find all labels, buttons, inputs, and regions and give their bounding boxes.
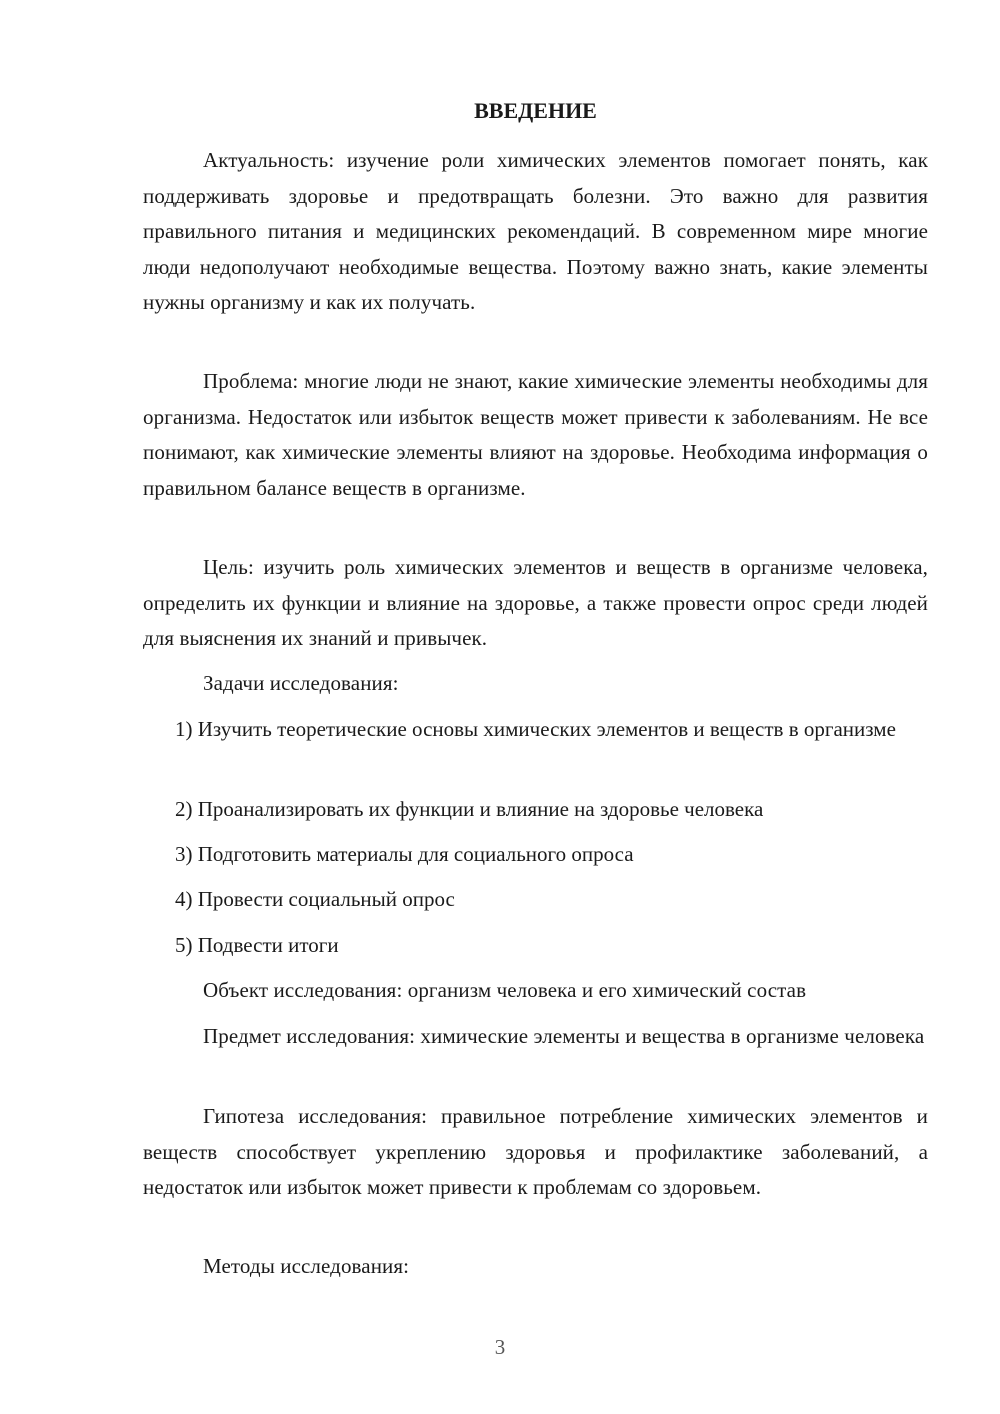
page-number: 3 — [494, 1335, 506, 1359]
hypothesis-paragraph: Гипотеза исследования: правильное потребление химических элементов и веществ способствует укреплению здоровья и профилактике заболеваний, а недостаток или избыток может привести к проблемам со здоровьем. — [143, 1104, 928, 1199]
task-item-5: 5) Подвести итоги — [175, 933, 339, 957]
relevance-paragraph: Актуальность: изучение роли химических элементов помогает понять, как поддерживать здоровье и предотвращать болезни. Это важно для развития правильного питания и медицинских рекомендаций. В современном мире многие люди недополучают необходимые вещества. Поэтому важно знать, какие элементы нужны организму и как их получать. — [143, 148, 928, 314]
section-heading: ВВЕДЕНИЕ — [474, 98, 597, 123]
goal-paragraph: Цель: изучить роль химических элементов и веществ в организме человека, определить их функции и влияние на здоровье, а также провести опрос среди людей для выяснения их знаний и привычек. — [143, 555, 928, 650]
methods-title: Методы исследования: — [203, 1254, 410, 1278]
task-item-1: 1) Изучить теоретические основы химических элементов и веществ в организме — [175, 717, 896, 741]
task-item-4: 4) Провести социальный опрос — [175, 887, 455, 911]
subject-paragraph: Предмет исследования: химические элементы и вещества в организме человека — [203, 1024, 925, 1048]
tasks-title: Задачи исследования: — [203, 671, 399, 695]
problem-paragraph: Проблема: многие люди не знают, какие химические элементы необходимы для организма. Недостаток или избыток веществ может привести к заболеваниям. Не все понимают, как химические элементы влияют на здоровье. Необходима информация о правильном балансе веществ в организме. — [143, 369, 928, 500]
task-item-3: 3) Подготовить материалы для социального опроса — [175, 842, 634, 866]
task-item-2: 2) Проанализировать их функции и влияние на здоровье человека — [175, 797, 764, 821]
object-paragraph: Объект исследования: организм человека и его химический состав — [203, 978, 807, 1002]
